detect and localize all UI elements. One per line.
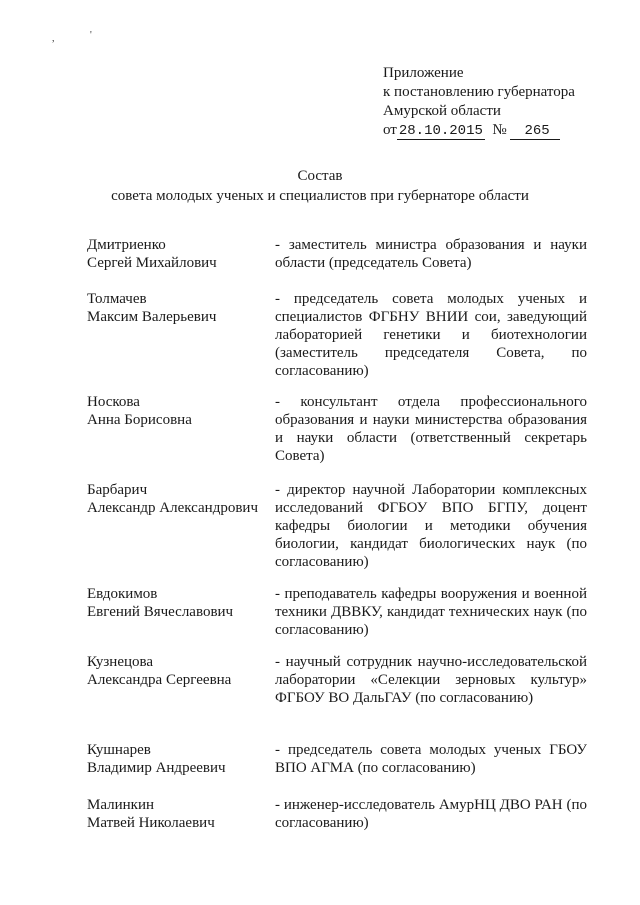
member-surname: Дмитриенко — [87, 237, 166, 253]
member-given-names: Сергей Михайлович — [87, 255, 217, 271]
scan-mark: , — [52, 33, 55, 44]
member-given-names: Максим Валерьевич — [87, 309, 217, 325]
member-surname: Малинкин — [87, 797, 155, 813]
appendix-region: Амурской области — [383, 103, 501, 119]
title-heading: Состав — [297, 168, 343, 184]
member-surname: Барбарич — [87, 482, 148, 498]
member-given-names: Анна Борисовна — [87, 412, 192, 428]
member-surname: Кузнецова — [87, 654, 154, 670]
member-given-names: Александра Сергеевна — [87, 672, 232, 688]
member-given-names: Евгений Вячеславович — [87, 604, 234, 620]
member-name — [87, 236, 267, 272]
member-role: - заместитель министра образования и науки области (председатель Совета) — [275, 237, 587, 271]
appendix-date-line — [383, 121, 575, 141]
date-value: 28.10.2015 — [398, 123, 483, 139]
member-role: - инженер-исследователь АмурНЦ ДВО РАН (по согласованию) — [275, 797, 587, 831]
member-role: - председатель совета молодых ученых и специалистов ФГБНУ ВНИИ сои, заведующий лабораторией генетики и биотехнологии (заместитель председателя Совета, по согласованию) — [275, 291, 587, 379]
member-name — [87, 481, 267, 517]
member-role: - председатель совета молодых ученых ГБОУ ВПО АГМА (по согласованию) — [275, 742, 587, 776]
member-surname: Толмачев — [87, 291, 147, 307]
appendix-header — [383, 64, 575, 141]
number-value: 265 — [510, 123, 559, 140]
member-name — [87, 393, 267, 429]
document-title — [0, 166, 640, 206]
title-subheading: совета молодых ученых и специалистов при губернаторе области — [111, 188, 529, 204]
member-role: - консультант отдела профессионального образования и науки министерства образования и науки области (ответственный секретарь Совета) — [275, 394, 587, 464]
member-role: - научный сотрудник научно-исследовательской лаборатории «Селекции зерновых культур» ФГБОУ ВО ДальГАУ (по согласованию) — [275, 654, 587, 706]
member-given-names: Александр Александрович — [87, 500, 258, 516]
member-role: - директор научной Лаборатории комплексных исследований ФГБОУ ВПО БГПУ, доцент кафедры биологии и методики обучения биологии, кандидат биологических наук (по согласованию) — [275, 482, 587, 570]
scan-mark: ' — [90, 30, 92, 41]
member-name — [87, 653, 267, 689]
member-name — [87, 796, 267, 832]
date-prefix: от — [383, 122, 397, 138]
member-role: - преподаватель кафедры вооружения и военной техники ДВВКУ, кандидат технических наук (по согласованию) — [275, 586, 587, 638]
member-surname: Носкова — [87, 394, 140, 410]
member-given-names: Матвей Николаевич — [87, 815, 215, 831]
member-name — [87, 290, 267, 326]
member-surname: Кушнарев — [87, 742, 151, 758]
member-name — [87, 741, 267, 777]
appendix-label: Приложение — [383, 65, 464, 81]
number-prefix: № — [492, 122, 507, 138]
member-surname: Евдокимов — [87, 586, 158, 602]
appendix-decree: к постановлению губернатора — [383, 84, 575, 100]
member-given-names: Владимир Андреевич — [87, 760, 226, 776]
member-name — [87, 585, 267, 621]
